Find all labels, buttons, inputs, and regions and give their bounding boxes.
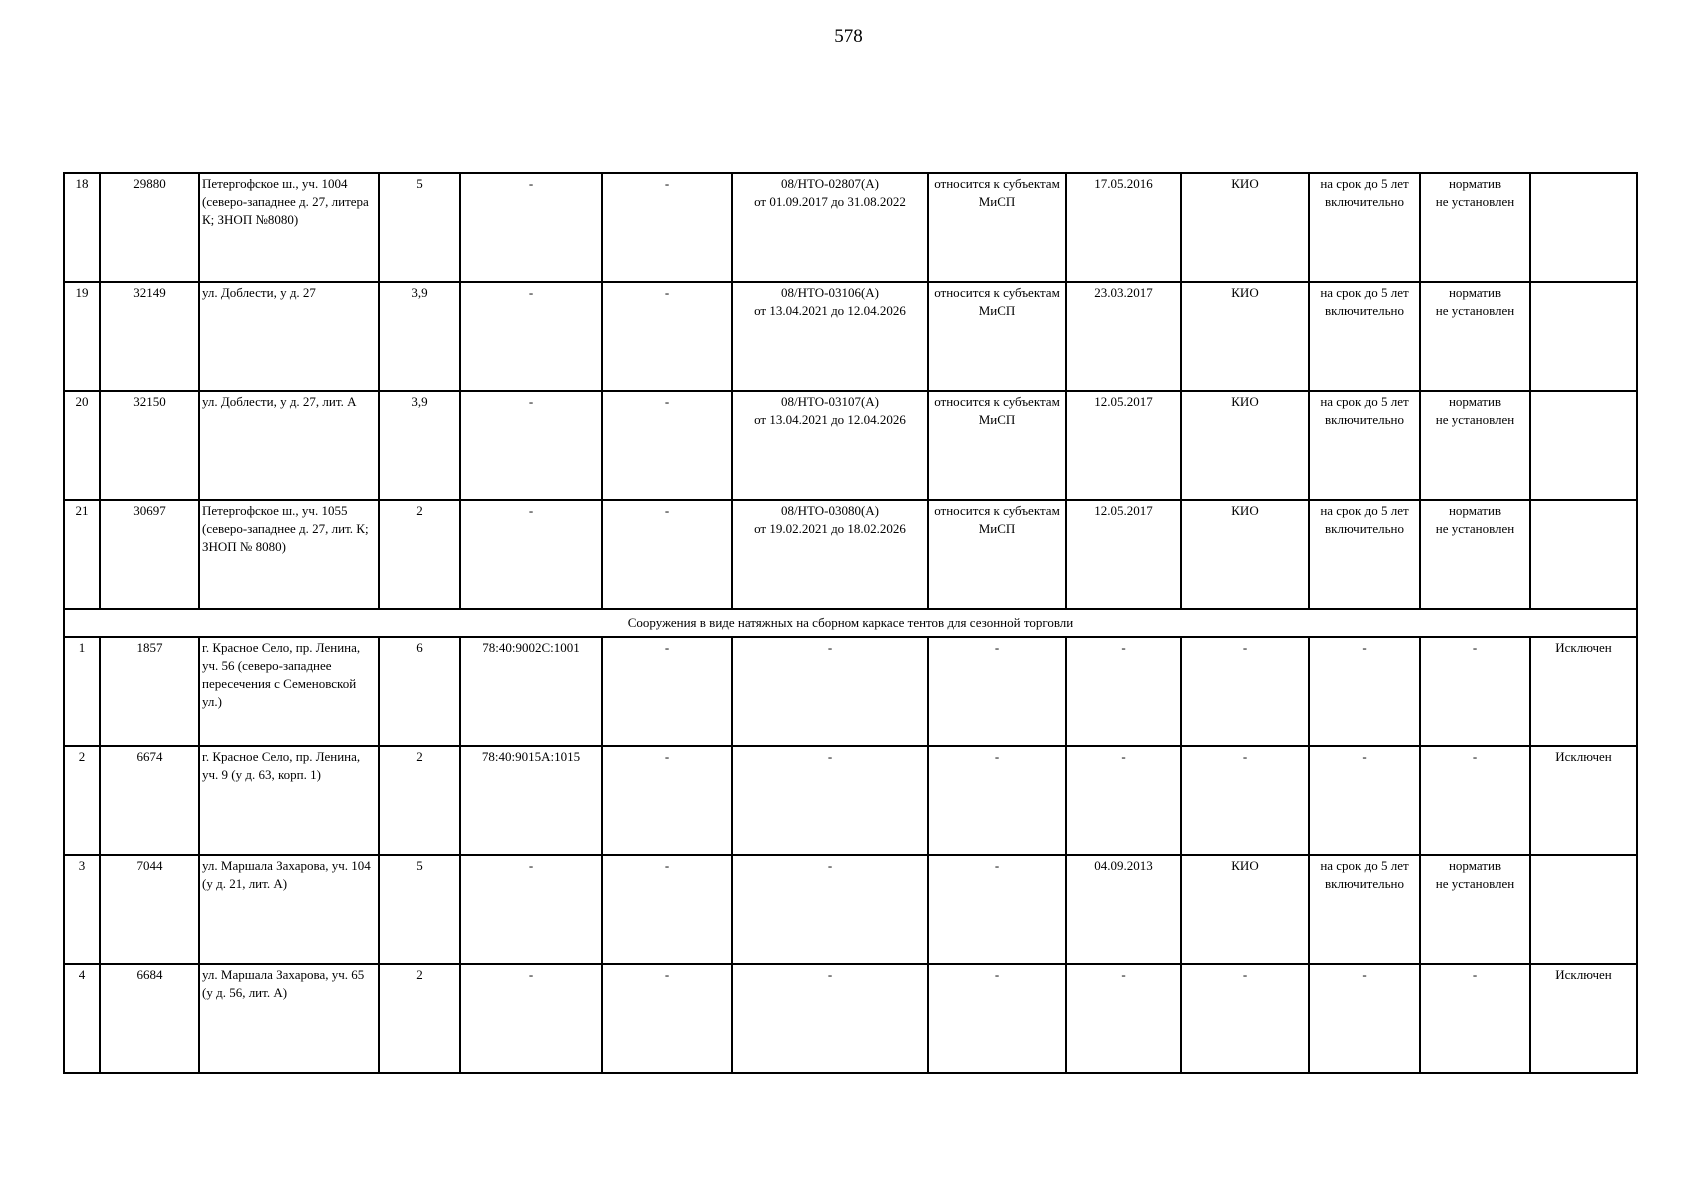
- contract-cell-line-2: от 19.02.2021 до 18.02.2026: [754, 521, 906, 536]
- norm-cell: [1420, 282, 1530, 391]
- organization-cell: -: [1181, 746, 1309, 855]
- placement-term-cell-line-1: на срок до 5 лет: [1320, 858, 1409, 873]
- column-6-cell: -: [602, 391, 732, 500]
- date-cell: -: [1066, 746, 1181, 855]
- placement-term-cell-line-2: включительно: [1325, 194, 1404, 209]
- cadastral-number-cell: -: [460, 964, 602, 1073]
- norm-cell-line-1: -: [1472, 749, 1478, 764]
- norm-cell: [1420, 391, 1530, 500]
- placement-term-cell-line-1: на срок до 5 лет: [1320, 394, 1409, 409]
- subject-category-cell-line-2: МиСП: [978, 412, 1016, 427]
- address-cell: г. Красное Село, пр. Ленина, уч. 9 (у д. 63, корп. 1): [199, 746, 379, 855]
- placement-term-cell-line-1: на срок до 5 лет: [1320, 285, 1409, 300]
- date-cell: 17.05.2016: [1066, 173, 1181, 282]
- cadastral-number-cell: -: [460, 282, 602, 391]
- object-id-cell: 6684: [100, 964, 199, 1073]
- object-id-cell: 32149: [100, 282, 199, 391]
- section-title: Сооружения в виде натяжных на сборном каркасе тентов для сезонной торговли: [64, 609, 1637, 637]
- norm-cell: [1420, 173, 1530, 282]
- placement-term-cell-line-2: включительно: [1325, 521, 1404, 536]
- norm-cell: [1420, 964, 1530, 1073]
- organization-cell: КИО: [1181, 391, 1309, 500]
- placement-term-cell: [1309, 282, 1420, 391]
- row-number-cell: 2: [64, 746, 100, 855]
- norm-cell-line-1: -: [1472, 640, 1478, 655]
- column-6-cell: -: [602, 637, 732, 746]
- column-6-cell: -: [602, 173, 732, 282]
- column-6-cell: -: [602, 746, 732, 855]
- note-cell: Исключен: [1530, 746, 1637, 855]
- contract-cell: [732, 746, 928, 855]
- row-number-cell: 18: [64, 173, 100, 282]
- contract-cell: [732, 964, 928, 1073]
- row-number-cell: 20: [64, 391, 100, 500]
- row-number-cell: 19: [64, 282, 100, 391]
- cadastral-number-cell: 78:40:9002С:1001: [460, 637, 602, 746]
- contract-cell-line-1: -: [827, 858, 833, 873]
- placement-term-cell-line-1: -: [1362, 749, 1367, 764]
- address-cell: ул. Маршала Захарова, уч. 65 (у д. 56, лит. А): [199, 964, 379, 1073]
- address-cell: г. Красное Село, пр. Ленина, уч. 56 (северо-западнее пересечения с Семеновской ул.): [199, 637, 379, 746]
- table-row: [64, 500, 1637, 609]
- norm-cell-line-2: не установлен: [1435, 194, 1515, 209]
- subject-category-cell-line-2: МиСП: [978, 521, 1016, 536]
- subject-category-cell-line-1: -: [994, 749, 1000, 764]
- norm-cell-line-1: норматив: [1448, 176, 1502, 191]
- subject-category-cell-line-1: -: [994, 640, 1000, 655]
- contract-cell: [732, 500, 928, 609]
- area-cell: 5: [379, 173, 460, 282]
- contract-cell-line-1: 08/НТО-03080(А): [780, 503, 880, 518]
- contract-cell-line-2: от 01.09.2017 до 31.08.2022: [754, 194, 906, 209]
- page-number: 578: [834, 26, 863, 47]
- row-number-cell: 4: [64, 964, 100, 1073]
- placement-term-cell: [1309, 391, 1420, 500]
- object-id-cell: 7044: [100, 855, 199, 964]
- cadastral-number-cell: 78:40:9015А:1015: [460, 746, 602, 855]
- contract-cell-line-1: -: [827, 749, 833, 764]
- subject-category-cell-line-1: относится к субъектам: [934, 503, 1060, 518]
- placement-term-cell-line-1: на срок до 5 лет: [1320, 503, 1409, 518]
- note-cell: Исключен: [1530, 637, 1637, 746]
- section-header-row: [64, 609, 1637, 637]
- note-cell: [1530, 500, 1637, 609]
- placement-term-cell: [1309, 964, 1420, 1073]
- cadastral-number-cell: -: [460, 173, 602, 282]
- table-row: [64, 637, 1637, 746]
- table-row: [64, 282, 1637, 391]
- norm-cell-line-1: норматив: [1448, 394, 1502, 409]
- subject-category-cell: [928, 746, 1066, 855]
- placement-term-cell: [1309, 855, 1420, 964]
- object-id-cell: 1857: [100, 637, 199, 746]
- column-6-cell: -: [602, 282, 732, 391]
- contract-cell-line-1: -: [827, 640, 833, 655]
- table-row: [64, 964, 1637, 1073]
- organization-cell: КИО: [1181, 173, 1309, 282]
- object-id-cell: 32150: [100, 391, 199, 500]
- note-cell: [1530, 173, 1637, 282]
- cadastral-number-cell: -: [460, 500, 602, 609]
- area-cell: 3,9: [379, 282, 460, 391]
- contract-cell-line-1: -: [827, 967, 833, 982]
- placement-term-cell-line-1: -: [1362, 967, 1367, 982]
- organization-cell: КИО: [1181, 500, 1309, 609]
- contract-cell-line-1: 08/НТО-03106(А): [780, 285, 880, 300]
- column-6-cell: -: [602, 855, 732, 964]
- address-cell: Петергофское ш., уч. 1004 (северо-западнее д. 27, литера К; ЗНОП №8080): [199, 173, 379, 282]
- subject-category-cell-line-1: -: [994, 967, 1000, 982]
- table-row: [64, 391, 1637, 500]
- placement-term-cell: [1309, 500, 1420, 609]
- placement-term-cell-line-1: -: [1362, 640, 1367, 655]
- subject-category-cell-line-2: МиСП: [978, 194, 1016, 209]
- norm-cell: [1420, 637, 1530, 746]
- table-row: [64, 173, 1637, 282]
- norm-cell: [1420, 500, 1530, 609]
- subject-category-cell-line-1: -: [994, 858, 1000, 873]
- organization-cell: -: [1181, 964, 1309, 1073]
- contract-cell: [732, 637, 928, 746]
- note-cell: [1530, 391, 1637, 500]
- norm-cell: [1420, 746, 1530, 855]
- organization-cell: КИО: [1181, 282, 1309, 391]
- area-cell: 3,9: [379, 391, 460, 500]
- placement-term-cell-line-1: на срок до 5 лет: [1320, 176, 1409, 191]
- object-id-cell: 30697: [100, 500, 199, 609]
- date-cell: 04.09.2013: [1066, 855, 1181, 964]
- norm-cell-line-1: -: [1472, 967, 1478, 982]
- norm-cell-line-2: не установлен: [1435, 521, 1515, 536]
- subject-category-cell-line-1: относится к субъектам: [934, 394, 1060, 409]
- contract-cell: [732, 173, 928, 282]
- subject-category-cell: [928, 964, 1066, 1073]
- row-number-cell: 21: [64, 500, 100, 609]
- norm-cell-line-1: норматив: [1448, 285, 1502, 300]
- contract-cell: [732, 282, 928, 391]
- table-row: [64, 746, 1637, 855]
- contract-cell: [732, 855, 928, 964]
- subject-category-cell-line-1: относится к субъектам: [934, 176, 1060, 191]
- register-table: [63, 172, 1638, 1074]
- subject-category-cell: [928, 173, 1066, 282]
- area-cell: 6: [379, 637, 460, 746]
- subject-category-cell: [928, 391, 1066, 500]
- note-cell: [1530, 282, 1637, 391]
- contract-cell-line-2: от 13.04.2021 до 12.04.2026: [754, 412, 906, 427]
- row-number-cell: 3: [64, 855, 100, 964]
- address-cell: ул. Маршала Захарова, уч. 104 (у д. 21, лит. А): [199, 855, 379, 964]
- object-id-cell: 6674: [100, 746, 199, 855]
- subject-category-cell-line-2: МиСП: [978, 303, 1016, 318]
- date-cell: 23.03.2017: [1066, 282, 1181, 391]
- subject-category-cell: [928, 855, 1066, 964]
- address-cell: ул. Доблести, у д. 27: [199, 282, 379, 391]
- contract-cell-line-2: от 13.04.2021 до 12.04.2026: [754, 303, 906, 318]
- placement-term-cell: [1309, 637, 1420, 746]
- area-cell: 2: [379, 500, 460, 609]
- date-cell: 12.05.2017: [1066, 500, 1181, 609]
- row-number-cell: 1: [64, 637, 100, 746]
- subject-category-cell-line-1: относится к субъектам: [934, 285, 1060, 300]
- cadastral-number-cell: -: [460, 391, 602, 500]
- norm-cell-line-1: норматив: [1448, 858, 1502, 873]
- contract-cell: [732, 391, 928, 500]
- placement-term-cell: [1309, 746, 1420, 855]
- address-cell: Петергофское ш., уч. 1055 (северо-западнее д. 27, лит. К; ЗНОП № 8080): [199, 500, 379, 609]
- organization-cell: -: [1181, 637, 1309, 746]
- note-cell: Исключен: [1530, 964, 1637, 1073]
- column-6-cell: -: [602, 500, 732, 609]
- date-cell: 12.05.2017: [1066, 391, 1181, 500]
- area-cell: 5: [379, 855, 460, 964]
- subject-category-cell: [928, 282, 1066, 391]
- date-cell: -: [1066, 637, 1181, 746]
- norm-cell-line-2: не установлен: [1435, 412, 1515, 427]
- placement-term-cell-line-2: включительно: [1325, 412, 1404, 427]
- norm-cell-line-2: не установлен: [1435, 876, 1515, 891]
- table-row: [64, 855, 1637, 964]
- contract-cell-line-1: 08/НТО-03107(А): [780, 394, 880, 409]
- address-cell: ул. Доблести, у д. 27, лит. А: [199, 391, 379, 500]
- norm-cell-line-2: не установлен: [1435, 303, 1515, 318]
- area-cell: 2: [379, 964, 460, 1073]
- organization-cell: КИО: [1181, 855, 1309, 964]
- norm-cell-line-1: норматив: [1448, 503, 1502, 518]
- area-cell: 2: [379, 746, 460, 855]
- subject-category-cell: [928, 500, 1066, 609]
- date-cell: -: [1066, 964, 1181, 1073]
- cadastral-number-cell: -: [460, 855, 602, 964]
- note-cell: [1530, 855, 1637, 964]
- subject-category-cell: [928, 637, 1066, 746]
- placement-term-cell-line-2: включительно: [1325, 303, 1404, 318]
- contract-cell-line-1: 08/НТО-02807(А): [780, 176, 880, 191]
- object-id-cell: 29880: [100, 173, 199, 282]
- placement-term-cell-line-2: включительно: [1325, 876, 1404, 891]
- norm-cell: [1420, 855, 1530, 964]
- column-6-cell: -: [602, 964, 732, 1073]
- placement-term-cell: [1309, 173, 1420, 282]
